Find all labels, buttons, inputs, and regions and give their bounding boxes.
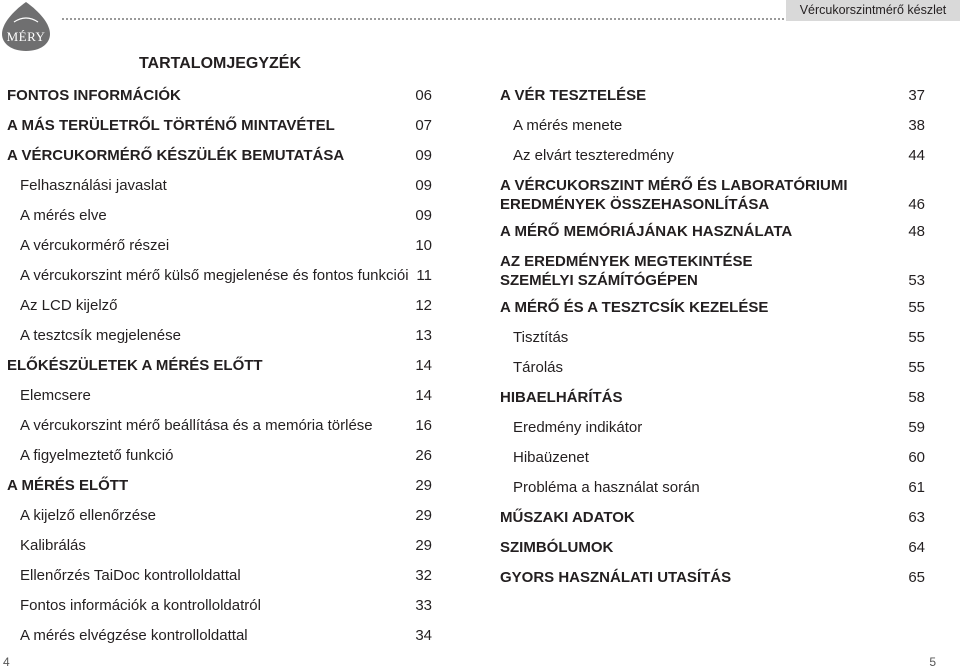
toc-entry-page: 09 bbox=[415, 177, 432, 194]
toc-entry-label: Kalibrálás bbox=[20, 537, 86, 554]
toc-entry-label-line1: A VÉRCUKORSZINT MÉRŐ ÉS LABORATÓRIUMI bbox=[500, 177, 848, 194]
toc-entry-page: 33 bbox=[415, 597, 432, 614]
toc-entry[interactable] bbox=[7, 351, 432, 381]
toc-entry[interactable] bbox=[500, 323, 925, 353]
toc-entry-page: 14 bbox=[415, 387, 432, 404]
toc-entry-label: SZIMBÓLUMOK bbox=[500, 539, 614, 556]
toc-entry-page: 11 bbox=[416, 267, 432, 284]
toc-entry-label: GYORS HASZNÁLATI UTASÍTÁS bbox=[500, 569, 732, 586]
toc-entry-page: 09 bbox=[415, 147, 432, 164]
toc-entry-label: Felhasználási javaslat bbox=[20, 177, 167, 194]
toc-entry-label-line2: SZEMÉLYI SZÁMÍTÓGÉPEN bbox=[500, 272, 698, 289]
toc-entry-page: 63 bbox=[908, 509, 925, 526]
toc-entry[interactable] bbox=[500, 353, 925, 383]
toc-entry-label: A mérés menete bbox=[513, 117, 623, 134]
toc-entry[interactable] bbox=[500, 503, 925, 533]
toc-entry[interactable] bbox=[500, 413, 925, 443]
toc-entry-label: A mérés elve bbox=[20, 207, 107, 224]
toc-entry-label: A vércukorszint mérő beállítása és a memória törlése bbox=[20, 417, 373, 434]
toc-entry-page: 29 bbox=[415, 507, 432, 524]
toc-entry[interactable] bbox=[7, 471, 432, 501]
toc-entry[interactable] bbox=[7, 261, 432, 291]
toc-entry[interactable] bbox=[500, 111, 925, 141]
toc-entry-label: Hibaüzenet bbox=[513, 449, 589, 466]
toc-entry-page: 26 bbox=[415, 447, 432, 464]
toc-entry[interactable] bbox=[7, 531, 432, 561]
toc-entry[interactable] bbox=[500, 563, 925, 593]
toc-entry-page: 09 bbox=[415, 207, 432, 224]
toc-entry-page: 65 bbox=[908, 569, 925, 586]
toc-entry-label: A vércukormérő részei bbox=[20, 237, 170, 254]
toc-entry-label: Tisztítás bbox=[513, 329, 569, 346]
toc-entry[interactable] bbox=[500, 383, 925, 413]
toc-entry[interactable] bbox=[500, 293, 925, 323]
toc-entry-label: FONTOS INFORMÁCIÓK bbox=[7, 87, 181, 104]
toc-entry-label: Ellenőrzés TaiDoc kontrolloldattal bbox=[20, 567, 241, 584]
toc-entry-page: 10 bbox=[415, 237, 432, 254]
toc-entry-label: A VÉR TESZTELÉSE bbox=[500, 87, 647, 104]
toc-entry-label: A VÉRCUKORMÉRŐ KÉSZÜLÉK BEMUTATÁSA bbox=[7, 147, 345, 164]
toc-entry-label: A MÉRŐ ÉS A TESZTCSÍK KEZELÉSE bbox=[500, 299, 769, 316]
toc-entry-page: 29 bbox=[415, 537, 432, 554]
right-page-number: 5 bbox=[929, 655, 936, 669]
toc-entry-label: ELŐKÉSZÜLETEK A MÉRÉS ELŐTT bbox=[7, 357, 263, 374]
toc-entry-label: A mérés elvégzése kontrolloldattal bbox=[20, 627, 248, 644]
toc-entry-label: A MÉRÉS ELŐTT bbox=[7, 477, 129, 494]
toc-entry-label bbox=[500, 247, 925, 290]
toc-entry-page: 07 bbox=[415, 117, 432, 134]
toc-entry-page: 48 bbox=[908, 223, 925, 240]
toc-entry[interactable] bbox=[500, 217, 925, 247]
toc-entry-label: Probléma a használat során bbox=[513, 479, 700, 496]
toc-entry-label: A kijelző ellenőrzése bbox=[20, 507, 156, 524]
toc-right-column bbox=[500, 81, 925, 593]
toc-entry[interactable] bbox=[7, 561, 432, 591]
toc-entry-label: A MÁS TERÜLETRŐL TÖRTÉNŐ MINTAVÉTEL bbox=[7, 117, 335, 134]
toc-entry[interactable] bbox=[500, 443, 925, 473]
toc-entry-label-line1: AZ EREDMÉNYEK MEGTEKINTÉSE bbox=[500, 253, 753, 270]
toc-entry[interactable] bbox=[7, 621, 432, 651]
toc-entry-page: 59 bbox=[908, 419, 925, 436]
toc-entry-label: HIBAELHÁRÍTÁS bbox=[500, 389, 623, 406]
toc-entry[interactable] bbox=[500, 473, 925, 503]
header-dotted-rule bbox=[62, 18, 784, 20]
toc-entry-page: 34 bbox=[415, 627, 432, 644]
toc-entry-page: 37 bbox=[908, 87, 925, 104]
toc-entry-page: 64 bbox=[908, 539, 925, 556]
toc-entry-page: 44 bbox=[908, 147, 925, 164]
toc-entry[interactable] bbox=[7, 381, 432, 411]
toc-entry-label: Elemcsere bbox=[20, 387, 91, 404]
toc-entry[interactable] bbox=[500, 247, 925, 293]
toc-entry[interactable] bbox=[500, 533, 925, 563]
toc-entry-page: 55 bbox=[908, 299, 925, 316]
toc-entry-label: A MÉRŐ MEMÓRIÁJÁNAK HASZNÁLATA bbox=[500, 223, 793, 240]
brand-name: MÉRY bbox=[6, 29, 46, 44]
toc-entry-label: Eredmény indikátor bbox=[513, 419, 643, 436]
toc-entry-page: 29 bbox=[415, 477, 432, 494]
toc-entry-label: A tesztcsík megjelenése bbox=[20, 327, 181, 344]
toc-entry-page: 38 bbox=[908, 117, 925, 134]
toc-entry-page: 60 bbox=[908, 449, 925, 466]
toc-entry[interactable] bbox=[7, 411, 432, 441]
toc-entry[interactable] bbox=[7, 231, 432, 261]
toc-entry-page: 12 bbox=[415, 297, 432, 314]
toc-title: TARTALOMJEGYZÉK bbox=[138, 55, 302, 72]
left-page-number: 4 bbox=[3, 655, 10, 669]
toc-entry[interactable] bbox=[500, 81, 925, 111]
toc-entry-page: 61 bbox=[908, 479, 925, 496]
toc-entry-label: Fontos információk a kontrolloldatról bbox=[20, 597, 261, 614]
document-title: Vércukorszintmérő készlet bbox=[786, 0, 960, 21]
toc-entry[interactable] bbox=[7, 141, 432, 171]
toc-entry-page: 06 bbox=[415, 87, 432, 104]
toc-entry-page: 53 bbox=[908, 272, 925, 289]
toc-left-column bbox=[7, 81, 432, 651]
toc-entry[interactable] bbox=[7, 441, 432, 471]
toc-entry-page: 32 bbox=[415, 567, 432, 584]
toc-entry[interactable] bbox=[7, 321, 432, 351]
toc-entry-label: MŰSZAKI ADATOK bbox=[500, 509, 635, 526]
toc-entry-page: 55 bbox=[908, 359, 925, 376]
toc-entry[interactable] bbox=[500, 171, 925, 217]
toc-entry-label-line2: EREDMÉNYEK ÖSSZEHASONLÍTÁSA bbox=[500, 196, 770, 213]
toc-entry-label: A vércukorszint mérő külső megjelenése és fontos funkciói bbox=[20, 267, 409, 284]
toc-entry[interactable] bbox=[7, 291, 432, 321]
toc-entry[interactable] bbox=[7, 501, 432, 531]
toc-entry[interactable] bbox=[7, 201, 432, 231]
toc-entry[interactable] bbox=[7, 81, 432, 111]
toc-entry[interactable] bbox=[7, 171, 432, 201]
toc-entry[interactable] bbox=[7, 591, 432, 621]
toc-entry-page: 46 bbox=[908, 196, 925, 213]
toc-entry-page: 13 bbox=[415, 327, 432, 344]
toc-entry-page: 55 bbox=[908, 329, 925, 346]
toc-entry[interactable] bbox=[500, 141, 925, 171]
mery-logo bbox=[0, 0, 52, 52]
toc-entry-page: 58 bbox=[908, 389, 925, 406]
toc-entry-label bbox=[500, 171, 925, 214]
toc-entry-label: Az LCD kijelző bbox=[20, 297, 118, 314]
toc-entry-label: A figyelmeztető funkció bbox=[20, 447, 174, 464]
toc-entry-label: Tárolás bbox=[513, 359, 564, 376]
toc-entry-label: Az elvárt teszteredmény bbox=[513, 147, 674, 164]
toc-entry-page: 16 bbox=[415, 417, 432, 434]
toc-entry-page: 14 bbox=[415, 357, 432, 374]
toc-entry[interactable] bbox=[7, 111, 432, 141]
